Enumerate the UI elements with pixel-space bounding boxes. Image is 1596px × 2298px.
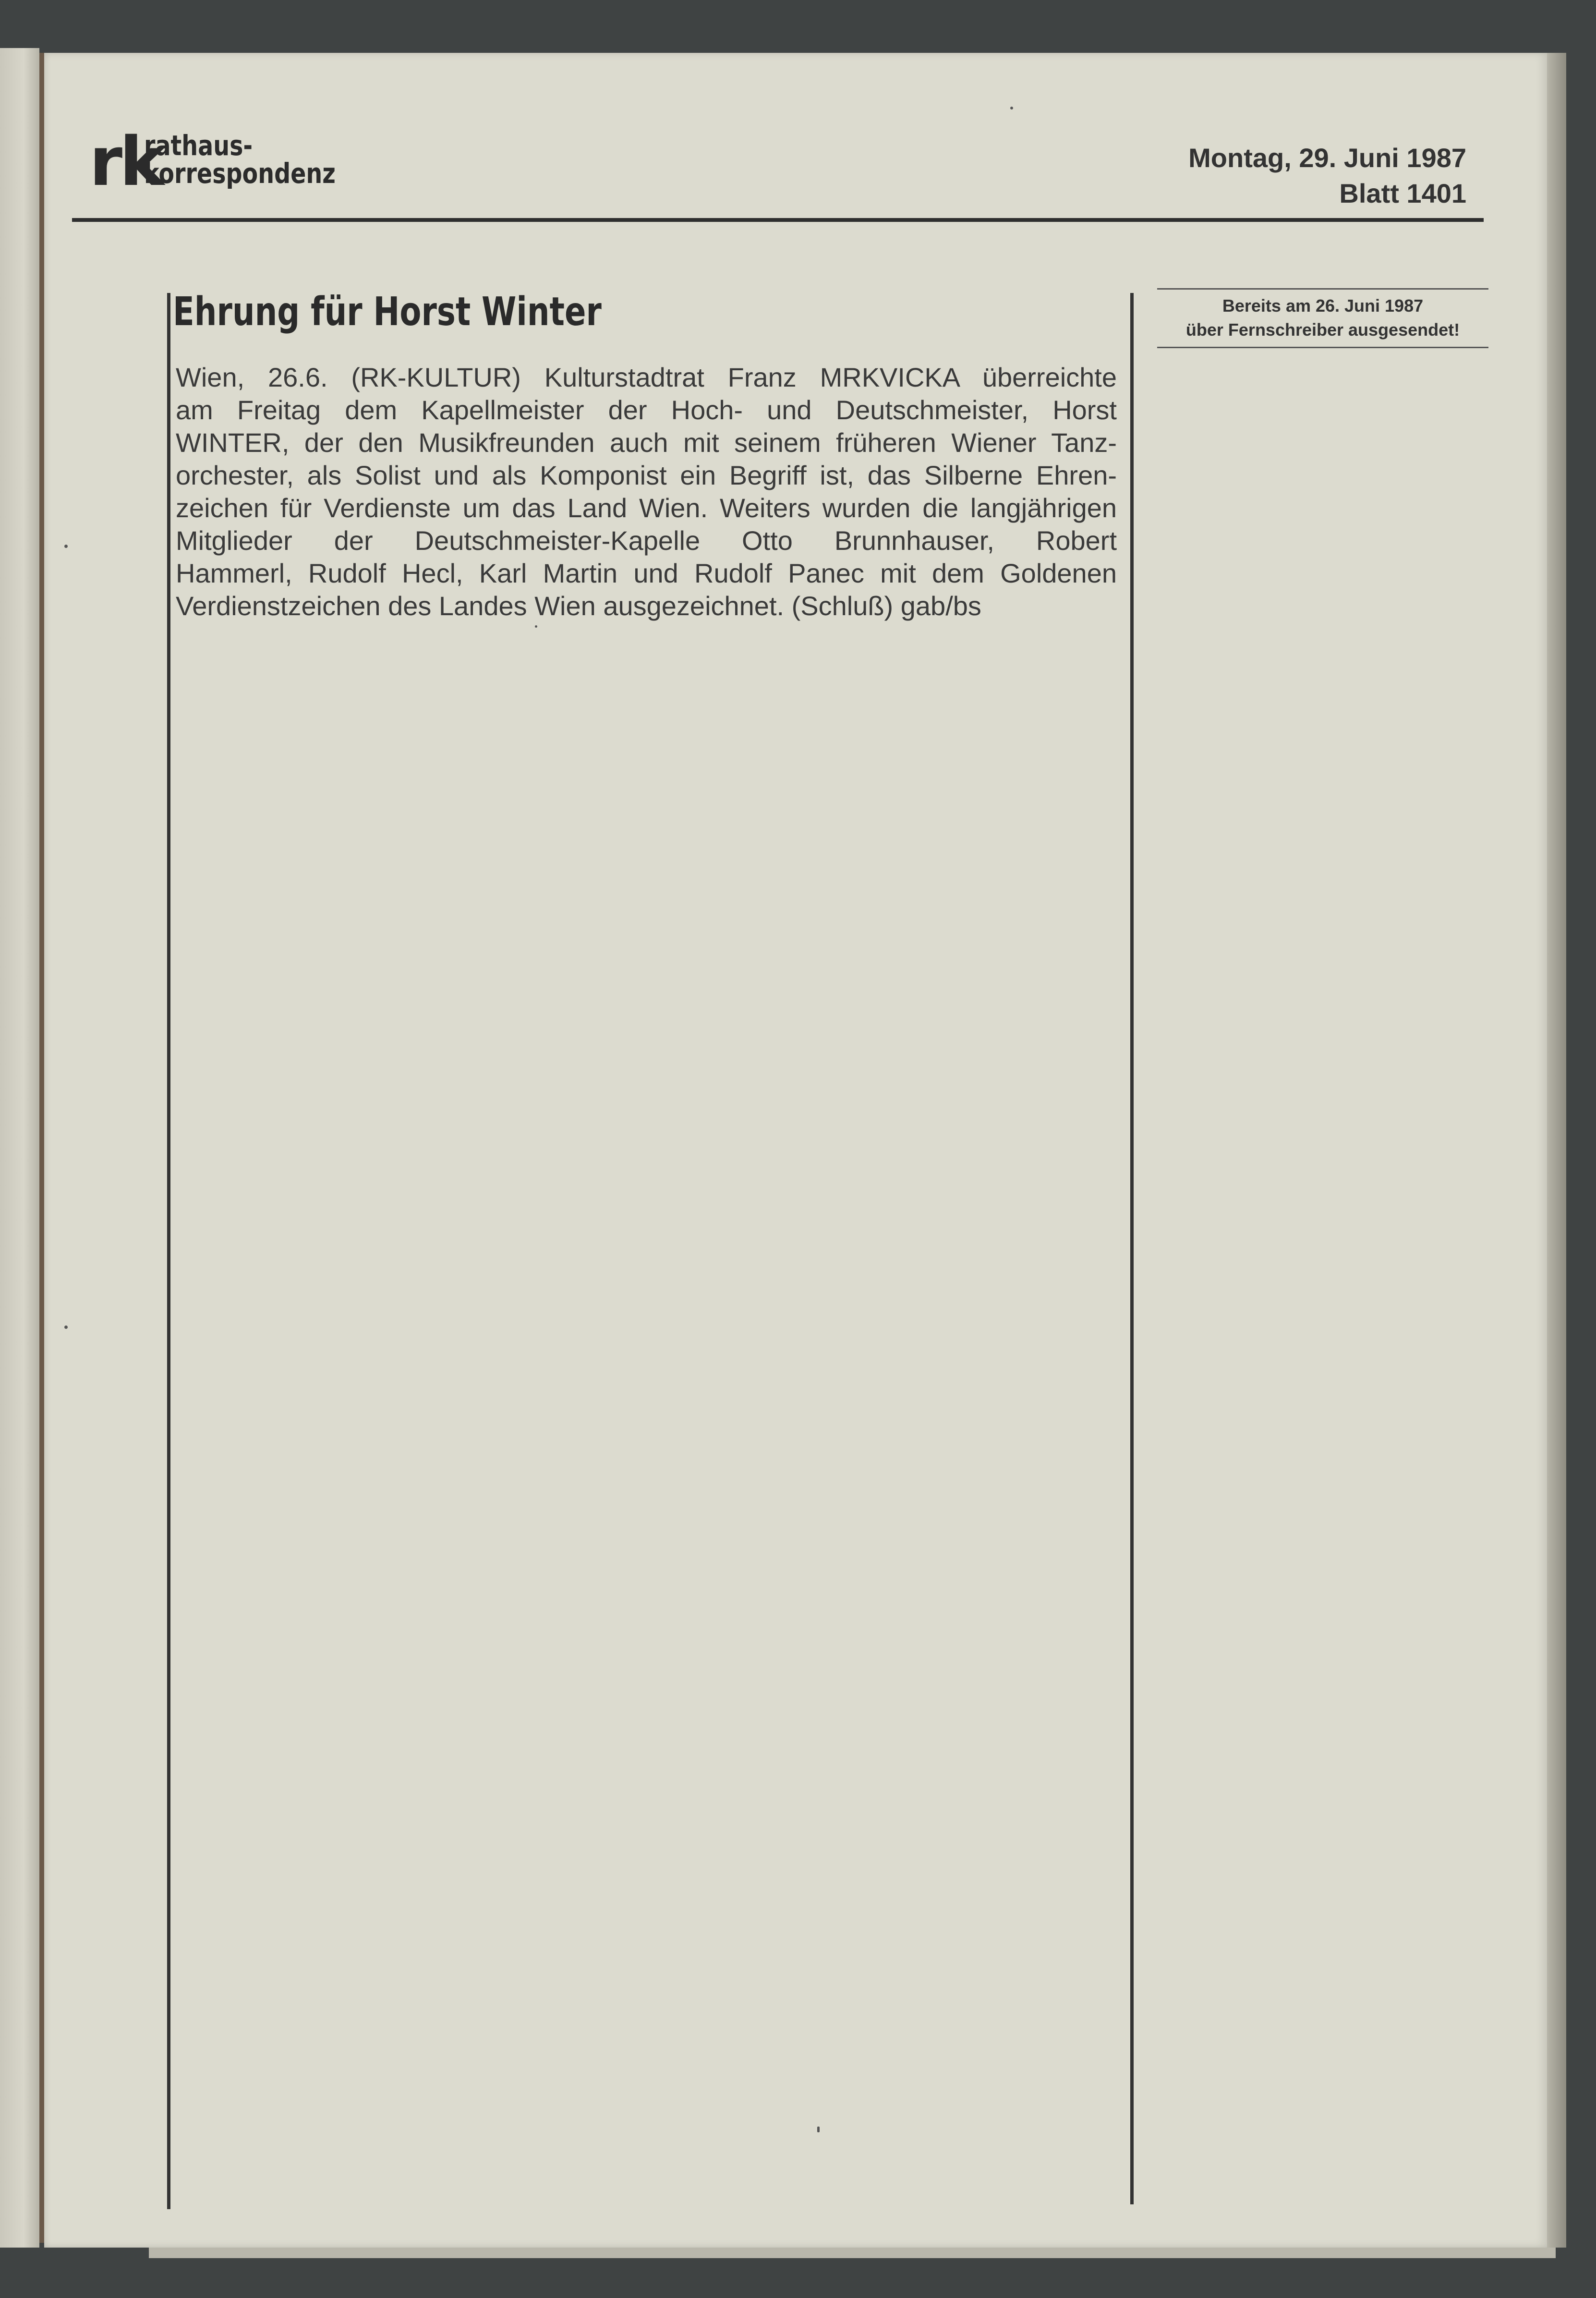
sheet-number: Blatt 1401	[1339, 178, 1466, 208]
logo-wordmark	[144, 129, 336, 190]
issue-date: Montag, 29. Juni 1987	[1188, 143, 1466, 173]
logo-line-2: korrespondenz	[144, 157, 336, 190]
paper-speck	[64, 1325, 68, 1329]
article-body	[176, 361, 1117, 622]
article-line: zeichen für Verdienste um das Land Wien. Weiters wurden die langjährigen	[176, 493, 1117, 523]
column-rule-right	[1130, 293, 1134, 2204]
article-line: Hammerl, Rudolf Hecl, Karl Martin und Rudolf Panec mit dem Goldenen	[176, 558, 1117, 588]
note-rule-bottom	[1157, 347, 1488, 348]
article-line: Mitglieder der Deutschmeister-Kapelle Otto Brunnhauser, Robert	[176, 525, 1117, 556]
right-page-edge	[1547, 53, 1566, 2248]
paper-speck	[535, 625, 537, 628]
issue-info	[1188, 140, 1466, 211]
header-rule	[72, 218, 1484, 222]
logo-mark: rk	[89, 123, 162, 201]
article-line: orchester, als Solist und als Komponist ein Begriff ist, das Silberne Ehren-	[176, 460, 1117, 490]
paper-speck	[1010, 107, 1013, 109]
article-headline: Ehrung für Horst Winter	[173, 289, 602, 335]
article-line: am Freitag dem Kapellmeister der Hoch- und Deutschmeister, Horst	[176, 395, 1117, 425]
note-line-1: Bereits am 26. Juni 1987	[1222, 296, 1424, 316]
note-rule-top	[1157, 288, 1488, 290]
article-line: WINTER, der den Musikfreunden auch mit seinem früheren Wiener Tanz-	[176, 427, 1117, 458]
paper-speck	[64, 545, 68, 548]
transmission-note	[1157, 294, 1488, 342]
paper-speck	[817, 2127, 820, 2132]
note-line-2: über Fernschreiber ausgesendet!	[1185, 320, 1460, 340]
left-page-edge	[0, 48, 39, 2248]
column-rule-left	[167, 293, 170, 2209]
article-line: Wien, 26.6. (RK-KULTUR) Kulturstadtrat Franz MRKVICKA überreichte	[176, 362, 1117, 392]
bottom-page-edge	[149, 2248, 1556, 2258]
article-line: Verdienstzeichen des Landes Wien ausgezeichnet. (Schluß) gab/bs	[176, 591, 981, 621]
logo-line-1: rathaus-	[144, 129, 253, 162]
